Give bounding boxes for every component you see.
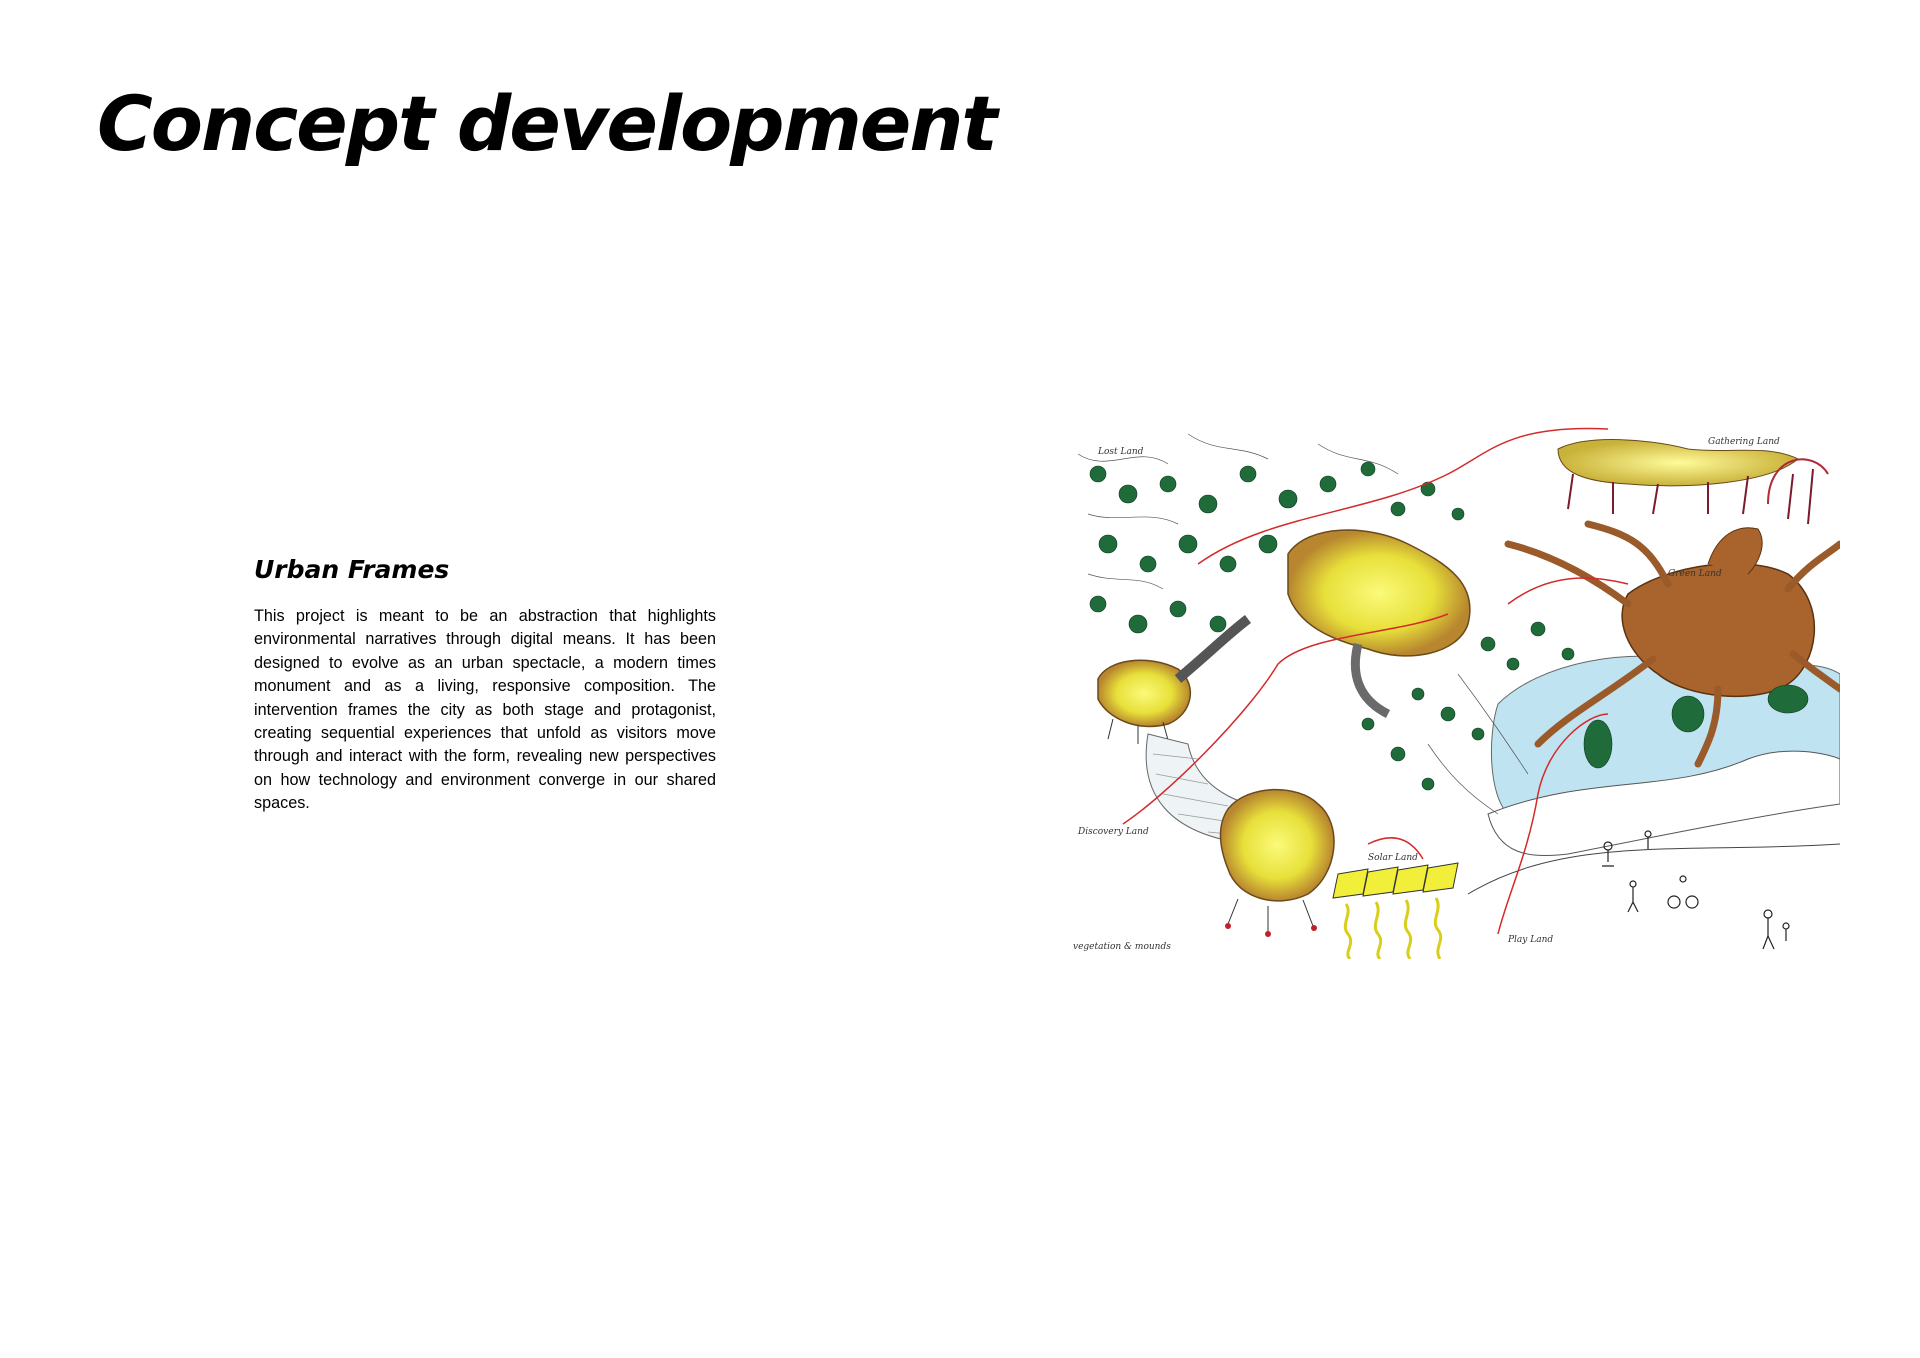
label-discovery-land: Discovery Land	[1078, 827, 1149, 837]
concept-sketch-svg	[1068, 414, 1840, 959]
concept-sketch-illustration	[1068, 414, 1840, 959]
label-lost-land: Lost Land	[1098, 447, 1144, 457]
left-pod-icon	[1098, 619, 1248, 744]
gathering-canopy-icon	[1558, 440, 1828, 524]
people-figures-icon	[1602, 831, 1789, 949]
solar-panels-icon	[1333, 863, 1458, 959]
label-solar-land: Solar Land	[1368, 853, 1418, 863]
central-pod-icon	[1288, 530, 1470, 714]
discovery-pod-icon	[1221, 790, 1335, 937]
section-heading: Urban Frames	[254, 555, 450, 584]
label-gathering-land: Gathering Land	[1708, 437, 1780, 447]
label-green-land: Green Land	[1668, 569, 1722, 579]
label-play-land: Play Land	[1508, 935, 1554, 945]
label-sketch-note: vegetation & mounds	[1073, 942, 1171, 952]
page-title: Concept development	[97, 79, 996, 168]
section-body: This project is meant to be an abstraction that highlights environmental narratives through digital means. It has been designed to evolve as an urban spectacle, a modern times monument and as a living, responsive composition. The intervention frames the city as both stage and protagonist, creating sequential experiences that unfold as visitors move through and interact with the form, revealing new perspectives on how technology and environment converge in our shared spaces.	[254, 607, 716, 813]
